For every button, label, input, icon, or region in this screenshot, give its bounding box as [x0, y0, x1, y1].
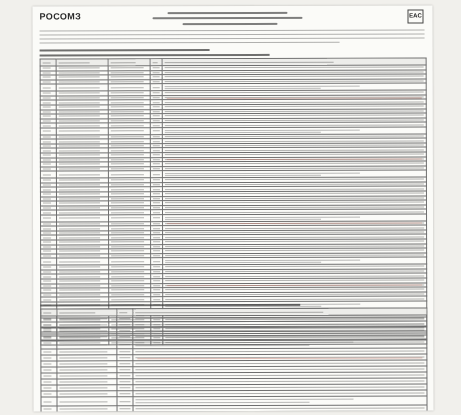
brand-logo: РОСОМЗ [39, 11, 82, 22]
intro-text-line [40, 42, 340, 44]
product-table [40, 57, 428, 345]
spec-table [40, 307, 427, 411]
eac-mark: EAC [407, 10, 423, 24]
title-line [167, 12, 287, 14]
table-cell [117, 340, 133, 349]
table-cell [117, 406, 133, 412]
table-cell [57, 340, 117, 349]
intro-text-line [40, 29, 425, 31]
table1-caption [40, 54, 270, 57]
instruction-sheet [32, 5, 433, 411]
table-header-cell [117, 309, 133, 316]
table-cell [57, 397, 117, 406]
intro-text-line [40, 37, 425, 39]
table-header-cell [40, 59, 56, 66]
heading-line [183, 23, 278, 25]
intro-text-line [40, 33, 425, 35]
table-row [41, 405, 427, 412]
table-cell [41, 397, 57, 406]
table-header-cell [150, 59, 162, 66]
table-cell [41, 340, 57, 349]
subtitle-line [152, 17, 302, 19]
table-cell [117, 397, 133, 406]
table-cell [41, 406, 57, 412]
table-cell [57, 406, 117, 412]
table-cell [133, 405, 427, 412]
section-caption [40, 49, 210, 51]
table-header-cell [41, 309, 57, 316]
